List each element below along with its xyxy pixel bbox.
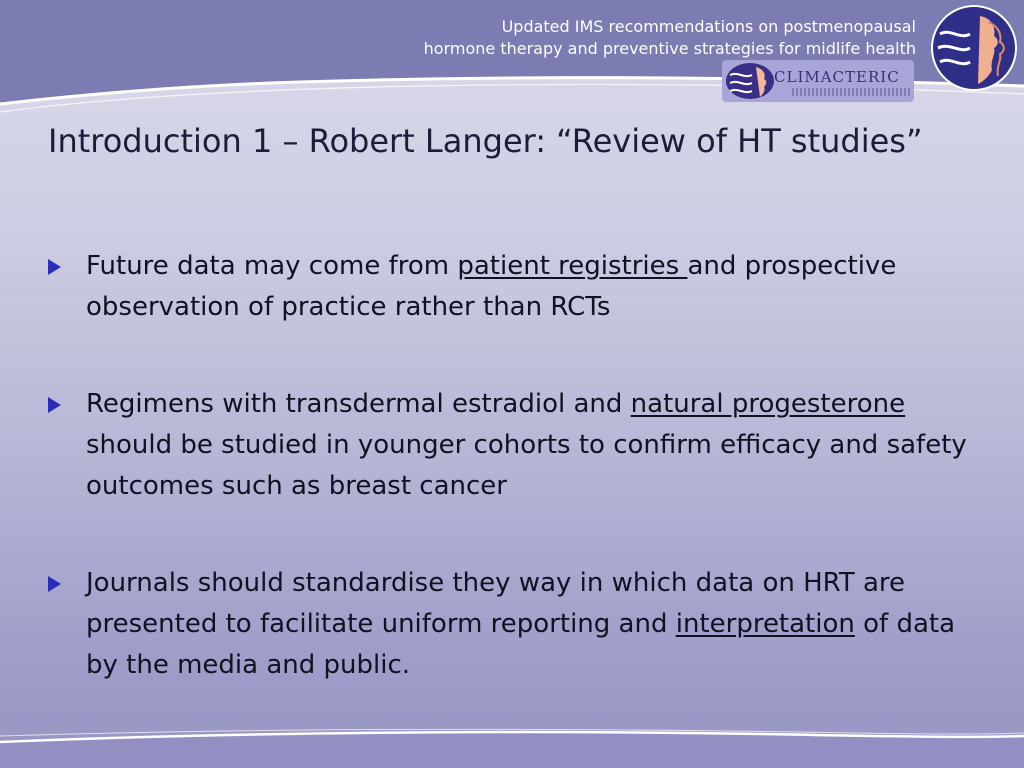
bullet-underlined-term: interpretation [675, 609, 855, 639]
bullet-underlined-term: patient registries [457, 251, 688, 281]
footer-band [0, 708, 1024, 768]
bullet-text: of data by the media and public. [86, 609, 956, 680]
bullet-list [46, 246, 976, 686]
bullet-underlined-term: natural progesterone [630, 389, 906, 419]
bullet-text: should be studied in younger cohorts to confirm efficacy and safety outcomes such as breast cancer [86, 430, 967, 501]
bullet-text: Future data may come from [86, 251, 458, 281]
bullet-text: and prospective observation of practice rather than RCTs [86, 251, 897, 322]
slide-title: Introduction 1 – Robert Langer: “Review of HT studies” [48, 122, 923, 160]
bullet-item [46, 563, 976, 686]
triangle-bullet-icon [48, 576, 61, 592]
triangle-bullet-icon [48, 397, 61, 413]
header-line-2: hormone therapy and preventive strategies for midlife health [423, 39, 916, 58]
bullet-item [46, 384, 976, 507]
profile-faces-logo-icon [930, 4, 1018, 92]
header-line-1: Updated IMS recommendations on postmenopausal [501, 17, 916, 36]
climacteric-wordmark: CLIMACTERIC [774, 68, 900, 86]
triangle-bullet-icon [48, 259, 61, 275]
bullet-text: Journals should standardise they way in which data on HRT are presented to facilitate uniform reporting and [86, 568, 906, 639]
bullet-text: Regimens with transdermal estradiol and [86, 389, 631, 419]
climacteric-logo [722, 60, 914, 102]
climacteric-mark-icon [724, 61, 778, 101]
header-caption [396, 16, 916, 60]
climacteric-tagline-glyph [792, 88, 910, 96]
bullet-item [46, 246, 976, 328]
